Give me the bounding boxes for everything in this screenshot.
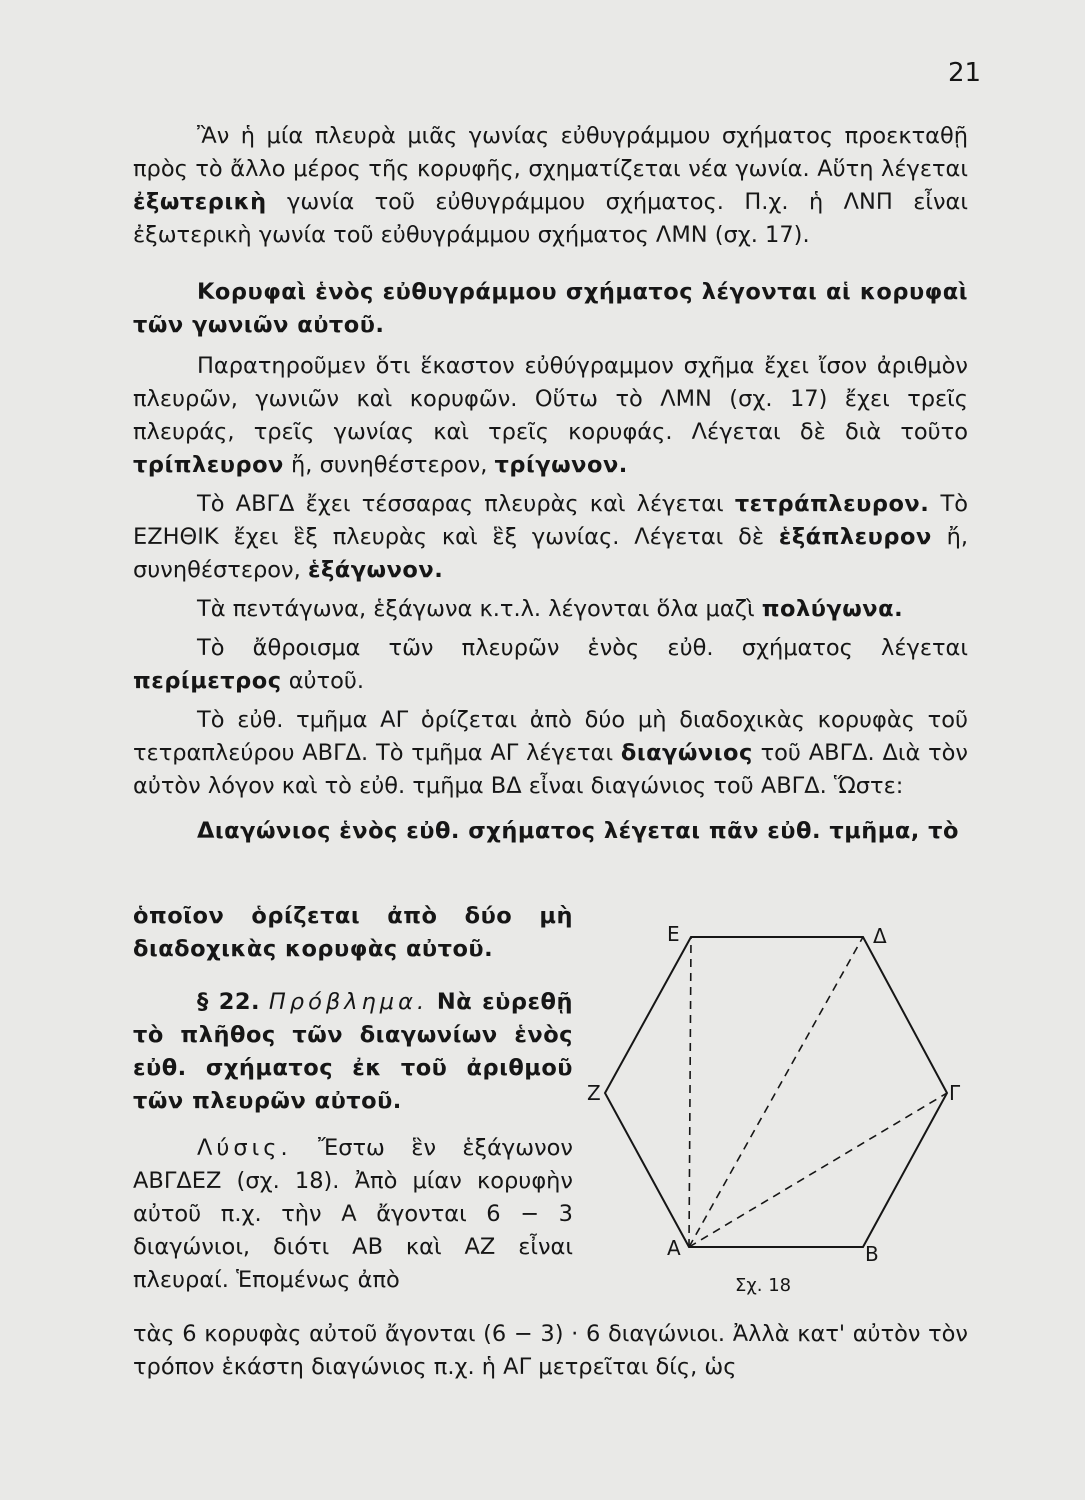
definition-diagonal-rest: ὁποῖον ὁρίζεται ἀπὸ δύο μὴ διαδοχικὰς κορυφὰς αὐτοῦ. xyxy=(133,903,573,962)
page-number: 21 xyxy=(948,58,982,88)
body-text-left-column xyxy=(133,900,573,1297)
vertex-label-E: Ε xyxy=(667,922,680,946)
figure-caption: Σχ. 18 xyxy=(735,1275,792,1296)
paragraph-exterior-angle xyxy=(133,120,968,252)
definition-diagonal-line1: Διαγώνιος ἑνὸς εὐθ. σχήματος λέγεται πᾶν εὐθ. τμῆμα, τὸ xyxy=(197,818,959,844)
bold-term: περίμετρος xyxy=(133,668,282,694)
body-text-top xyxy=(133,120,968,848)
problem-22 xyxy=(133,986,573,1118)
text-run: Τὸ ἄθροισμα τῶν πλευρῶν ἑνὸς εὐθ. σχήματος λέγεται xyxy=(197,635,968,661)
text-run: αὐτοῦ. xyxy=(281,668,365,694)
text-run: Παρατηροῦμεν ὅτι ἕκαστον εὐθύγραμμον σχῆμα ἔχει ἴσον ἀριθμὸν πλευρῶν, γωνιῶν καὶ κορυφῶν. Οὕτω τὸ ΛΜΝ (σχ. 17) ἔχει τρεῖς πλευράς, τρεῖς γωνίας καὶ τρεῖς κορυφάς. Λέγεται δὲ διὰ τοῦτο xyxy=(133,353,968,445)
text-run: Ἔστω ἓν ἑξάγωνον ΑΒΓΔΕΖ (σχ. 18). Ἀπὸ μίαν κορυφὴν αὐτοῦ π.χ. τὴν Α ἄγονται 6 − 3 διαγώνιοι, διότι ΑΒ καὶ ΑΖ εἶναι πλευραί. Ἑπομένως ἀπὸ xyxy=(133,1135,573,1293)
text-run: ἤ, συνηθέστερον, xyxy=(133,524,968,583)
paragraph-quadrilateral xyxy=(133,488,968,587)
problem-statement: Νὰ εὑρεθῇ τὸ πλῆθος τῶν διαγωνίων ἑνὸς εὐθ. σχήματος ἐκ τοῦ ἀριθμοῦ τῶν πλευρῶν αὐτοῦ. xyxy=(133,989,573,1114)
text-run: Τὰ πεντάγωνα, ἑξάγωνα κ.τ.λ. λέγονται ὅλα μαζὶ xyxy=(197,596,762,622)
vertex-label-Z: Ζ xyxy=(587,1081,601,1105)
paragraph-continuation: τὰς 6 κορυφὰς αὐτοῦ ἄγονται (6 − 3) · 6 διαγώνιοι. Ἀλλὰ κατ' αὐτὸν τὸν τρόπον ἑκάστη διαγώνιος π.χ. ἡ ΑΓ μετρεῖται δίς, ὡς xyxy=(133,1321,968,1380)
definition-vertices: Κορυφαὶ ἑνὸς εὐθυγράμμου σχήματος λέγονται αἱ κορυφαὶ τῶν γωνιῶν αὐτοῦ. xyxy=(133,279,968,338)
problem-label: Πρόβλημα. xyxy=(268,989,429,1015)
bold-term: διαγώνιος xyxy=(620,740,753,766)
diagonal-AE xyxy=(689,937,691,1247)
solution-paragraph xyxy=(133,1132,573,1297)
bold-term: τρίπλευρον xyxy=(133,452,284,478)
section-number: § 22. xyxy=(197,989,261,1015)
text-run: γωνία τοῦ εὐθυγράμμου σχήματος. Π.χ. ἡ ΛΝΠ εἶναι ἐξωτερικὴ γωνία τοῦ εὐθυγράμμου σχήματος ΛΜΝ (σχ. 17). xyxy=(133,189,968,248)
text-run: Τὸ ΑΒΓΔ ἔχει τέσσαρας πλευρὰς καὶ λέγεται xyxy=(197,491,735,517)
vertex-label-D: Δ xyxy=(873,924,887,948)
diagonal-AG xyxy=(689,1093,947,1247)
bold-term: πολύγωνα. xyxy=(761,596,904,622)
text-run: Τὸ ΕΖΗΘΙΚ ἔχει ἓξ πλευρὰς καὶ ἓξ γωνίας. Λέγεται δὲ xyxy=(133,491,968,550)
paragraph-diagonal xyxy=(133,704,968,803)
bold-term: ἐξωτερικὴ xyxy=(133,189,267,215)
solution-label: Λύσις. xyxy=(197,1135,292,1161)
vertex-label-B: Β xyxy=(865,1242,879,1266)
bold-term: τετράπλευρον. xyxy=(734,491,930,517)
bold-term: τρίγωνον. xyxy=(494,452,628,478)
body-text-bottom xyxy=(133,1318,968,1384)
text-run: ἤ, συνηθέστερον, xyxy=(283,452,495,478)
vertex-label-G: Γ xyxy=(949,1081,961,1105)
hexagon-figure xyxy=(585,915,975,1305)
bold-term: ἑξάγωνον. xyxy=(307,557,444,583)
paragraph-perimeter xyxy=(133,632,968,698)
text-run: Τὸ εὐθ. τμῆμα ΑΓ ὁρίζεται ἀπὸ δύο μὴ διαδοχικὰς κορυφὰς τοῦ τετραπλεύρου ΑΒΓΔ. Τὸ τμῆμα ΑΓ λέγεται xyxy=(133,707,968,766)
paragraph-triangle xyxy=(133,350,968,482)
diagonal-AD xyxy=(689,937,863,1247)
vertex-label-A: Α xyxy=(667,1236,681,1260)
bold-term: ἑξάπλευρον xyxy=(778,524,932,550)
paragraph-polygons xyxy=(133,593,968,626)
text-run: Ἂν ἡ μία πλευρὰ μιᾶς γωνίας εὐθυγράμμου σχήματος προεκταθῇ πρὸς τὸ ἄλλο μέρος τῆς κορυφῆς, σχηματίζεται νέα γωνία. Αὕτη λέγεται xyxy=(133,123,968,182)
hexagon-outline xyxy=(605,937,947,1247)
text-run: τοῦ ΑΒΓΔ. Διὰ τὸν αὐτὸν λόγον καὶ τὸ εὐθ. τμῆμα ΒΔ εἶναι διαγώνιος τοῦ ΑΒΓΔ. Ὥστε: xyxy=(133,740,968,799)
